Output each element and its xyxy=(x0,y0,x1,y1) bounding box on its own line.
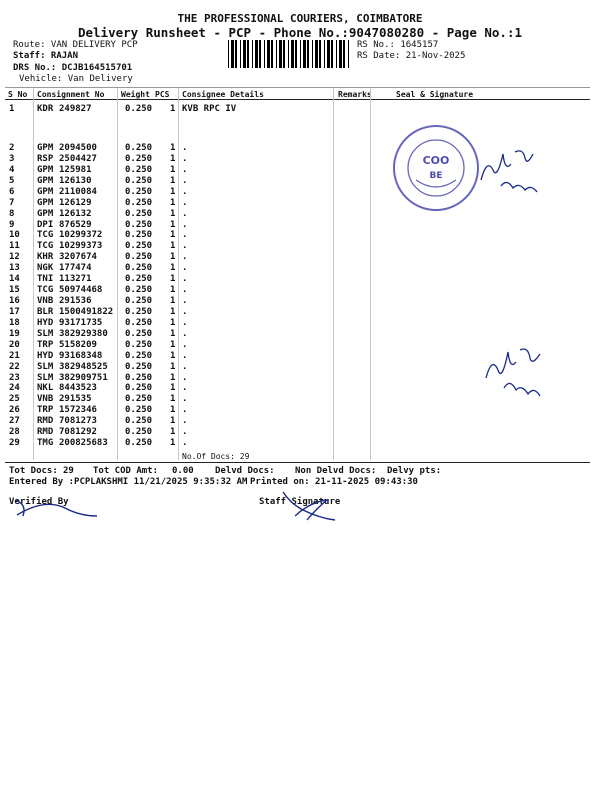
row-pcs: 1 xyxy=(170,296,176,307)
row-sno: 25 xyxy=(9,394,20,405)
row-weight: 0.250 xyxy=(125,328,153,339)
row-consignment-no: 113271 xyxy=(59,274,92,285)
row-pcs: 1 xyxy=(170,230,176,241)
row-consignment-no: 249827 xyxy=(59,104,92,114)
row-pcs: 1 xyxy=(170,383,176,394)
row-consignment-no: 1500491822 xyxy=(59,306,114,317)
row-consignee: . xyxy=(182,241,188,252)
row-weight: 0.250 xyxy=(125,372,153,383)
row-consignment-no: 200825683 xyxy=(59,438,108,449)
col-divider xyxy=(178,88,179,460)
row-pcs: 1 xyxy=(170,350,176,361)
row-consignee: . xyxy=(182,361,188,372)
row-sno: 13 xyxy=(9,263,20,274)
row-consignment-no: 5158209 xyxy=(59,339,97,350)
col-consignment: Consignment No xyxy=(37,90,105,99)
row-sno: 7 xyxy=(9,197,15,208)
row-sno: 2 xyxy=(9,143,15,153)
row-prefix: VNB xyxy=(37,394,54,405)
row-pcs: 1 xyxy=(170,153,176,164)
row-consignee: KVB RPC IV xyxy=(182,104,237,114)
tot-docs-value: 29 xyxy=(63,466,74,476)
row-consignee: . xyxy=(182,405,188,416)
table-bottom-rule xyxy=(5,462,590,463)
row-consignee: . xyxy=(182,274,188,285)
row-pcs: 1 xyxy=(170,361,176,372)
col-divider xyxy=(117,88,118,460)
row-weight: 0.250 xyxy=(125,252,153,263)
row-weight: 0.250 xyxy=(125,296,153,307)
row-prefix: DPI xyxy=(37,219,54,230)
row-prefix: TCG xyxy=(37,241,54,252)
row-prefix: KDR xyxy=(37,104,54,114)
row-pcs: 1 xyxy=(170,104,176,114)
row-consignee: . xyxy=(182,427,188,438)
row-weight: 0.250 xyxy=(125,263,153,274)
row-sno: 12 xyxy=(9,252,20,263)
barcode xyxy=(228,40,353,68)
row-consignment-no: 93168348 xyxy=(59,350,103,361)
vehicle-label: Vehicle: Van Delivery xyxy=(19,74,133,84)
row-consignee: . xyxy=(182,438,188,449)
row-prefix: HYD xyxy=(37,317,54,328)
row-pcs: 1 xyxy=(170,306,176,317)
row-consignment-no: 2504427 xyxy=(59,153,97,164)
row-prefix: NKL xyxy=(37,383,54,394)
tot-cod-label: Tot COD Amt: xyxy=(93,466,159,476)
row-consignment-no: 50974468 xyxy=(59,285,103,296)
row-consignment-no: 2094500 xyxy=(59,143,97,153)
row-sno: 9 xyxy=(9,219,15,230)
delvy-pts: Delvy pts: xyxy=(387,466,442,476)
col-remarks: Remarks xyxy=(338,90,372,99)
staff-signature-scribble xyxy=(255,486,365,526)
row-consignee: . xyxy=(182,350,188,361)
route-label: Route: VAN DELIVERY PCP xyxy=(13,40,138,50)
row-prefix: TNI xyxy=(37,274,54,285)
col-divider xyxy=(333,88,334,460)
row-prefix: RMD xyxy=(37,427,54,438)
row-sno: 26 xyxy=(9,405,20,416)
entered-by: Entered By :PCPLAKSHMI 11/21/2025 9:35:32 AM xyxy=(9,477,248,487)
row-consignment-no: 177474 xyxy=(59,263,92,274)
row-sno: 11 xyxy=(9,241,20,252)
row-consignment-no: 291536 xyxy=(59,296,92,307)
row-consignment-no: 93171735 xyxy=(59,317,103,328)
row-consignee: . xyxy=(182,208,188,219)
rs-number: RS No.: 1645157 xyxy=(357,40,439,50)
row-sno: 23 xyxy=(9,372,20,383)
tot-docs-label: Tot Docs: xyxy=(9,466,58,476)
row-sno: 20 xyxy=(9,339,20,350)
row-weight: 0.250 xyxy=(125,285,153,296)
row-pcs: 1 xyxy=(170,339,176,350)
row-pcs: 1 xyxy=(170,285,176,296)
row-consignee: . xyxy=(182,263,188,274)
tot-cod-value: 0.00 xyxy=(172,466,194,476)
row-consignment-no: 126129 xyxy=(59,197,92,208)
row-sno: 22 xyxy=(9,361,20,372)
row-sno: 15 xyxy=(9,285,20,296)
col-seal: Seal & Signature xyxy=(396,90,474,99)
row-weight: 0.250 xyxy=(125,438,153,449)
row-sno: 8 xyxy=(9,208,15,219)
row-consignee: . xyxy=(182,372,188,383)
row-pcs: 1 xyxy=(170,394,176,405)
row-prefix: TRP xyxy=(37,339,54,350)
row-weight: 0.250 xyxy=(125,306,153,317)
row-prefix: GPM xyxy=(37,186,54,197)
row-consignee: . xyxy=(182,394,188,405)
staff-label: Staff: RAJAN xyxy=(13,51,79,61)
row-weight: 0.250 xyxy=(125,153,153,164)
verified-signature-scribble xyxy=(5,490,105,525)
row-pcs: 1 xyxy=(170,416,176,427)
row-sno: 3 xyxy=(9,153,15,164)
non-delvd-docs: Non Delvd Docs: xyxy=(295,466,377,476)
row-pcs: 1 xyxy=(170,164,176,175)
row-weight: 0.250 xyxy=(125,164,153,175)
row-weight: 0.250 xyxy=(125,350,153,361)
row-weight: 0.250 xyxy=(125,219,153,230)
staff-signature-label: Staff Signature xyxy=(259,497,341,507)
row-consignment-no: 382929380 xyxy=(59,328,108,339)
row-pcs: 1 xyxy=(170,328,176,339)
row-pcs: 1 xyxy=(170,372,176,383)
row-sno: 28 xyxy=(9,427,20,438)
delvd-docs: Delvd Docs: xyxy=(215,466,275,476)
row-weight: 0.250 xyxy=(125,361,153,372)
row-consignee: . xyxy=(182,328,188,339)
row-weight: 0.250 xyxy=(125,405,153,416)
row-prefix: GPM xyxy=(37,208,54,219)
row-consignment-no: 10299372 xyxy=(59,230,103,241)
row-pcs: 1 xyxy=(170,175,176,186)
col-consignee: Consignee Details xyxy=(182,90,264,99)
row-weight: 0.250 xyxy=(125,427,153,438)
no-of-docs: No.Of Docs: 29 xyxy=(182,452,250,461)
row-sno: 27 xyxy=(9,416,20,427)
row-sno: 17 xyxy=(9,306,20,317)
row-sno: 4 xyxy=(9,164,15,175)
row-consignment-no: 8443523 xyxy=(59,383,97,394)
row-weight: 0.250 xyxy=(125,274,153,285)
row-prefix: GPM xyxy=(37,197,54,208)
row-prefix: GPM xyxy=(37,164,54,175)
runsheet-title: Delivery Runsheet - PCP - Phone No.:9047080280 - Page No.:1 xyxy=(77,25,522,40)
row-consignee: . xyxy=(182,175,188,186)
row-sno: 29 xyxy=(9,438,20,449)
row-sno: 16 xyxy=(9,296,20,307)
row-prefix: TCG xyxy=(37,285,54,296)
row-prefix: TCG xyxy=(37,230,54,241)
row-prefix: SLM xyxy=(37,361,54,372)
row-consignment-no: 10299373 xyxy=(59,241,103,252)
row-consignment-no: 3207674 xyxy=(59,252,97,263)
row-consignee: . xyxy=(182,416,188,427)
row-prefix: RMD xyxy=(37,416,54,427)
row-consignee: . xyxy=(182,285,188,296)
row-consignee: . xyxy=(182,252,188,263)
company-name: THE PROFESSIONAL COURIERS, COIMBATORE xyxy=(177,12,423,25)
row-prefix: HYD xyxy=(37,350,54,361)
row-pcs: 1 xyxy=(170,186,176,197)
row-weight: 0.250 xyxy=(125,317,153,328)
row-weight: 0.250 xyxy=(125,175,153,186)
row-consignment-no: 876529 xyxy=(59,219,92,230)
stamp-sub-text: BE xyxy=(429,171,443,181)
bank-seal-stamp xyxy=(390,122,482,214)
row-prefix: SLM xyxy=(37,328,54,339)
row-sno: 1 xyxy=(9,104,15,114)
table-header-rule xyxy=(5,99,590,100)
row-pcs: 1 xyxy=(170,317,176,328)
row-pcs: 1 xyxy=(170,197,176,208)
row-sno: 6 xyxy=(9,186,15,197)
row-prefix: KHR xyxy=(37,252,54,263)
row-sno: 18 xyxy=(9,317,20,328)
printed-on: Printed on: 21-11-2025 09:43:30 xyxy=(250,477,418,487)
row-consignee: . xyxy=(182,197,188,208)
row-consignee: . xyxy=(182,339,188,350)
row-weight: 0.250 xyxy=(125,197,153,208)
row-sno: 5 xyxy=(9,175,15,186)
row-prefix: TMG xyxy=(37,438,54,449)
row-consignee: . xyxy=(182,317,188,328)
row-prefix: RSP xyxy=(37,153,54,164)
row-consignee: . xyxy=(182,186,188,197)
row-consignment-no: 2110084 xyxy=(59,186,97,197)
stamp-center-text: COO xyxy=(422,154,450,167)
row-consignment-no: 382909751 xyxy=(59,372,108,383)
row-consignee: . xyxy=(182,296,188,307)
col-sno: S No xyxy=(8,90,28,99)
row-consignee: . xyxy=(182,383,188,394)
row-consignment-no: 7081292 xyxy=(59,427,97,438)
row-consignee: . xyxy=(182,143,188,153)
row-pcs: 1 xyxy=(170,143,176,153)
row-sno: 21 xyxy=(9,350,20,361)
row-weight: 0.250 xyxy=(125,143,153,153)
row-pcs: 1 xyxy=(170,219,176,230)
row-prefix: NGK xyxy=(37,263,54,274)
row-pcs: 1 xyxy=(170,405,176,416)
signature-1 xyxy=(475,140,555,195)
row-consignee: . xyxy=(182,230,188,241)
row-consignment-no: 382948525 xyxy=(59,361,108,372)
row-sno: 19 xyxy=(9,328,20,339)
row-prefix: TRP xyxy=(37,405,54,416)
row-prefix: GPM xyxy=(37,143,54,153)
row-consignment-no: 7081273 xyxy=(59,416,97,427)
drs-number: DRS No.: DCJB164515701 xyxy=(13,63,133,73)
row-weight: 0.250 xyxy=(125,383,153,394)
signature-2 xyxy=(478,340,558,400)
row-prefix: VNB xyxy=(37,296,54,307)
row-weight: 0.250 xyxy=(125,241,153,252)
col-pcs: PCS xyxy=(155,90,170,99)
row-weight: 0.250 xyxy=(125,104,153,114)
row-prefix: SLM xyxy=(37,372,54,383)
row-weight: 0.250 xyxy=(125,339,153,350)
row-pcs: 1 xyxy=(170,241,176,252)
col-divider xyxy=(33,88,34,460)
col-weight: Weight xyxy=(121,90,150,99)
rs-date: RS Date: 21-Nov-2025 xyxy=(357,51,466,61)
row-consignee: . xyxy=(182,306,188,317)
table-top-rule xyxy=(5,87,590,88)
row-weight: 0.250 xyxy=(125,186,153,197)
row-consignment-no: 126130 xyxy=(59,175,92,186)
verified-by-label: Verified By xyxy=(9,497,69,507)
row-pcs: 1 xyxy=(170,252,176,263)
row-pcs: 1 xyxy=(170,274,176,285)
row-weight: 0.250 xyxy=(125,230,153,241)
row-weight: 0.250 xyxy=(125,394,153,405)
row-weight: 0.250 xyxy=(125,208,153,219)
row-pcs: 1 xyxy=(170,427,176,438)
row-consignment-no: 1572346 xyxy=(59,405,97,416)
row-consignment-no: 126132 xyxy=(59,208,92,219)
row-pcs: 1 xyxy=(170,438,176,449)
col-divider xyxy=(370,88,371,460)
row-pcs: 1 xyxy=(170,263,176,274)
row-consignment-no: 291535 xyxy=(59,394,92,405)
row-consignee: . xyxy=(182,153,188,164)
row-consignee: . xyxy=(182,219,188,230)
row-consignment-no: 125981 xyxy=(59,164,92,175)
row-sno: 24 xyxy=(9,383,20,394)
row-prefix: GPM xyxy=(37,175,54,186)
row-weight: 0.250 xyxy=(125,416,153,427)
row-sno: 10 xyxy=(9,230,20,241)
row-prefix: BLR xyxy=(37,306,54,317)
row-consignee: . xyxy=(182,164,188,175)
row-pcs: 1 xyxy=(170,208,176,219)
row-sno: 14 xyxy=(9,274,20,285)
